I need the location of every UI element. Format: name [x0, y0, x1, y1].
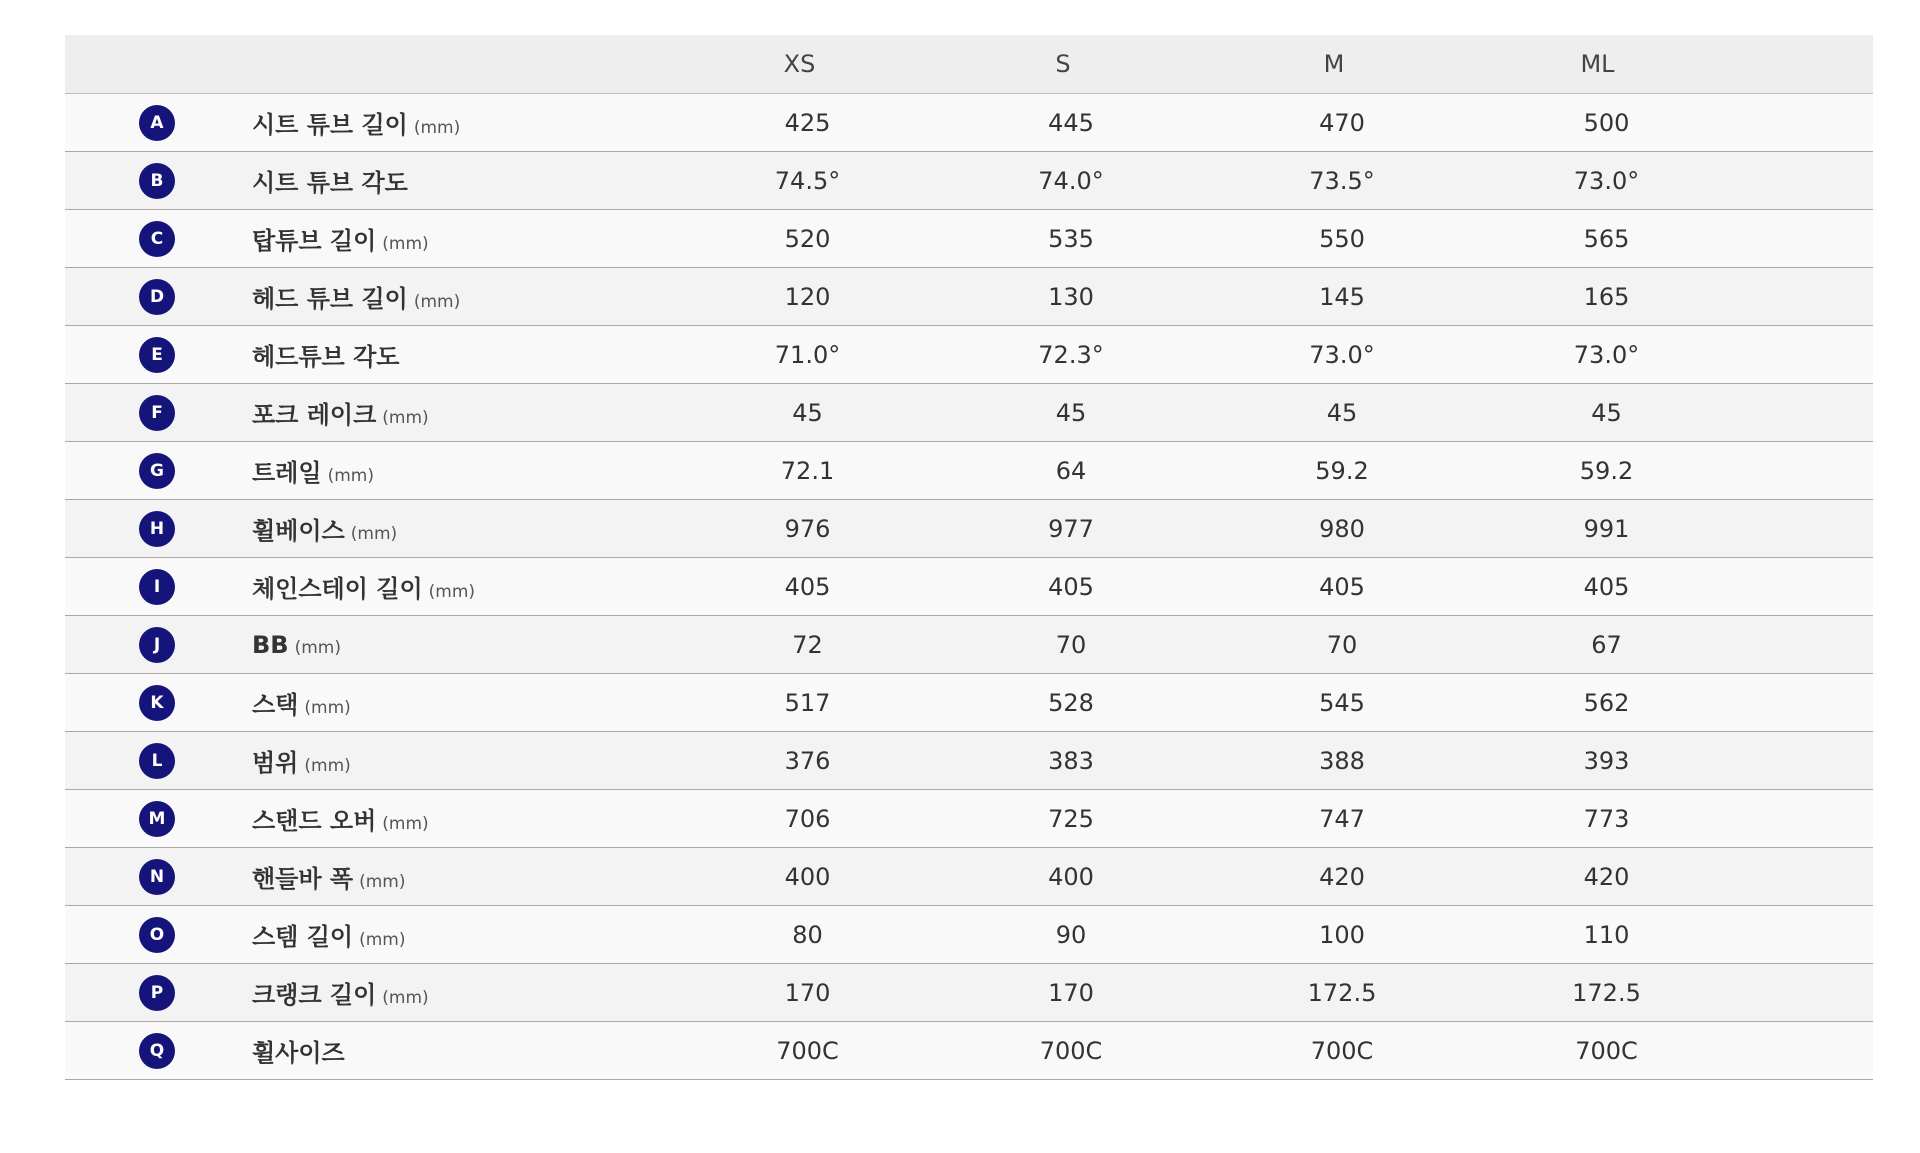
measurement-label: 스템 길이 — [252, 923, 354, 951]
measurement-unit: (mm) — [359, 872, 406, 892]
row-badge-cell — [65, 964, 164, 1022]
measurement-letter-badge: D — [139, 279, 175, 315]
row-label-cell — [155, 790, 675, 848]
size-header-s: S — [940, 35, 1202, 94]
value-s: 535 — [940, 210, 1202, 268]
value-xs: 405 — [675, 558, 940, 616]
value-ml: 700C — [1482, 1022, 1873, 1080]
row-label-cell — [155, 268, 675, 326]
value-ml: 73.0° — [1482, 326, 1873, 384]
header-blank-label — [155, 35, 675, 94]
measurement-label: 크랭크 길이 — [252, 981, 377, 1009]
measurement-unit: (mm) — [350, 524, 398, 544]
row-badge-cell — [65, 674, 164, 732]
value-ml: 565 — [1482, 210, 1873, 268]
measurement-unit: (mm) — [359, 930, 406, 950]
value-m: 45 — [1202, 384, 1482, 442]
measurement-letter-badge: J — [139, 627, 175, 663]
table-row — [65, 848, 1873, 906]
table-row — [65, 384, 1873, 442]
measurement-unit: (mm) — [304, 698, 351, 718]
measurement-label: 체인스테이 길이 — [252, 575, 423, 603]
value-xs: 71.0° — [675, 326, 940, 384]
value-s: 400 — [940, 848, 1202, 906]
measurement-unit: (mm) — [382, 234, 429, 254]
row-label-cell — [155, 674, 675, 732]
table-row — [65, 964, 1873, 1022]
measurement-unit: (mm) — [413, 292, 461, 312]
row-badge-cell — [65, 268, 165, 326]
value-xs: 120 — [675, 268, 940, 326]
table-row — [65, 906, 1873, 964]
value-s: 70 — [940, 616, 1202, 674]
row-label-cell — [155, 732, 675, 790]
header-blank-badge — [65, 35, 155, 94]
value-xs: 80 — [675, 906, 940, 964]
measurement-letter-badge: O — [139, 917, 175, 953]
measurement-letter-badge: F — [139, 395, 175, 431]
value-s: 725 — [940, 790, 1202, 848]
measurement-label: 헤드튜브 각도 — [252, 343, 400, 371]
value-xs: 45 — [675, 384, 940, 442]
row-label-cell — [155, 94, 675, 152]
table-body — [65, 94, 1873, 1080]
row-label-cell — [155, 906, 675, 964]
row-badge-cell — [65, 384, 163, 442]
row-label-cell — [155, 210, 675, 268]
value-m: 420 — [1202, 848, 1482, 906]
value-xs: 700C — [675, 1022, 940, 1080]
row-badge-cell — [65, 732, 163, 790]
row-badge-cell — [65, 906, 165, 964]
measurement-label: 시트 튜브 길이 — [252, 111, 408, 139]
measurement-label: 탑튜브 길이 — [252, 227, 377, 255]
row-label-cell — [155, 500, 675, 558]
value-s: 977 — [940, 500, 1202, 558]
value-m: 470 — [1202, 94, 1482, 152]
value-m: 405 — [1202, 558, 1482, 616]
value-m: 700C — [1202, 1022, 1482, 1080]
value-ml: 45 — [1482, 384, 1873, 442]
value-xs: 425 — [675, 94, 940, 152]
value-xs: 170 — [675, 964, 940, 1022]
measurement-label: BB — [252, 630, 289, 659]
value-ml: 110 — [1482, 906, 1873, 964]
row-badge-cell — [65, 152, 164, 210]
measurement-label: 헤드 튜브 길이 — [252, 285, 408, 313]
value-xs: 400 — [675, 848, 940, 906]
measurement-letter-badge: Q — [139, 1033, 175, 1069]
table-row — [65, 94, 1873, 152]
measurement-unit: (mm) — [413, 118, 461, 138]
value-m: 747 — [1202, 790, 1482, 848]
table-row — [65, 268, 1873, 326]
value-m: 550 — [1202, 210, 1482, 268]
measurement-letter-badge: P — [139, 975, 175, 1011]
measurement-unit: (mm) — [294, 637, 341, 658]
value-s: 383 — [940, 732, 1202, 790]
row-badge-cell — [65, 442, 164, 500]
row-label-cell — [155, 848, 675, 906]
measurement-label: 시트 튜브 각도 — [252, 169, 408, 197]
row-badge-cell — [65, 790, 166, 848]
value-s: 130 — [940, 268, 1202, 326]
row-badge-cell — [65, 1022, 165, 1080]
row-badge-cell — [65, 500, 165, 558]
value-s: 45 — [940, 384, 1202, 442]
measurement-unit: (mm) — [304, 756, 351, 776]
measurement-letter-badge: I — [139, 569, 175, 605]
size-header-ml: ML — [1482, 35, 1873, 94]
value-xs: 72 — [675, 616, 940, 674]
row-label-cell — [155, 616, 675, 674]
value-m: 73.0° — [1202, 326, 1482, 384]
value-m: 59.2 — [1202, 442, 1482, 500]
row-badge-cell — [65, 848, 165, 906]
value-ml: 405 — [1482, 558, 1873, 616]
measurement-unit: (mm) — [428, 582, 476, 602]
value-xs: 72.1 — [675, 442, 940, 500]
measurement-letter-badge: C — [139, 221, 175, 257]
table-row — [65, 152, 1873, 210]
row-label-cell — [155, 964, 675, 1022]
value-s: 700C — [940, 1022, 1202, 1080]
row-badge-cell — [65, 94, 164, 152]
value-m: 100 — [1202, 906, 1482, 964]
value-xs: 74.5° — [675, 152, 940, 210]
table-row — [65, 326, 1873, 384]
size-header-m: M — [1202, 35, 1482, 94]
measurement-label: 포크 레이크 — [252, 401, 377, 429]
measurement-unit: (mm) — [382, 408, 429, 428]
measurement-letter-badge: B — [139, 163, 175, 199]
measurement-unit: (mm) — [382, 988, 429, 1008]
value-s: 170 — [940, 964, 1202, 1022]
measurement-letter-badge: E — [139, 337, 175, 373]
row-badge-cell — [65, 558, 161, 616]
table-row — [65, 674, 1873, 732]
value-ml: 67 — [1482, 616, 1873, 674]
row-badge-cell — [65, 210, 164, 268]
value-xs: 976 — [675, 500, 940, 558]
value-xs: 517 — [675, 674, 940, 732]
value-ml: 59.2 — [1482, 442, 1873, 500]
header-row — [65, 35, 1873, 94]
measurement-label: 스택 — [252, 691, 299, 719]
value-m: 73.5° — [1202, 152, 1482, 210]
value-xs: 706 — [675, 790, 940, 848]
measurement-label: 휠사이즈 — [252, 1039, 345, 1067]
table-row — [65, 1022, 1873, 1080]
measurement-letter-badge: A — [139, 105, 175, 141]
table-row — [65, 500, 1873, 558]
row-badge-cell — [65, 326, 163, 384]
row-label-cell — [155, 558, 675, 616]
table-row — [65, 616, 1873, 674]
value-ml: 165 — [1482, 268, 1873, 326]
table-row — [65, 210, 1873, 268]
value-s: 72.3° — [940, 326, 1202, 384]
measurement-label: 범위 — [252, 749, 299, 777]
value-s: 405 — [940, 558, 1202, 616]
geometry-table — [65, 35, 1873, 1080]
value-s: 90 — [940, 906, 1202, 964]
value-s: 445 — [940, 94, 1202, 152]
value-s: 528 — [940, 674, 1202, 732]
value-xs: 520 — [675, 210, 940, 268]
value-s: 74.0° — [940, 152, 1202, 210]
row-label-cell — [155, 442, 675, 500]
value-ml: 773 — [1482, 790, 1873, 848]
measurement-letter-badge: K — [139, 685, 175, 721]
value-xs: 376 — [675, 732, 940, 790]
row-label-cell — [155, 326, 675, 384]
value-s: 64 — [940, 442, 1202, 500]
measurement-unit: (mm) — [327, 466, 374, 486]
measurement-label: 트레일 — [252, 459, 322, 487]
value-m: 70 — [1202, 616, 1482, 674]
value-ml: 172.5 — [1482, 964, 1873, 1022]
measurement-label: 휠베이스 — [252, 517, 345, 545]
measurement-letter-badge: G — [139, 453, 175, 489]
table-row — [65, 442, 1873, 500]
value-ml: 393 — [1482, 732, 1873, 790]
table-row — [65, 558, 1873, 616]
measurement-label: 스탠드 오버 — [252, 807, 377, 835]
value-ml: 420 — [1482, 848, 1873, 906]
table-header — [65, 35, 1873, 94]
table-row — [65, 732, 1873, 790]
size-header-xs: XS — [675, 35, 940, 94]
value-ml: 562 — [1482, 674, 1873, 732]
value-ml: 991 — [1482, 500, 1873, 558]
value-m: 172.5 — [1202, 964, 1482, 1022]
value-ml: 500 — [1482, 94, 1873, 152]
row-label-cell — [155, 1022, 675, 1080]
value-ml: 73.0° — [1482, 152, 1873, 210]
measurement-letter-badge: M — [139, 801, 175, 837]
measurement-letter-badge: H — [139, 511, 175, 547]
table-row — [65, 790, 1873, 848]
value-m: 980 — [1202, 500, 1482, 558]
measurement-label: 핸들바 폭 — [252, 865, 354, 893]
value-m: 145 — [1202, 268, 1482, 326]
measurement-unit: (mm) — [382, 814, 429, 834]
row-badge-cell — [65, 616, 161, 674]
row-label-cell — [155, 384, 675, 442]
measurement-letter-badge: L — [139, 743, 175, 779]
measurement-letter-badge: N — [139, 859, 175, 895]
value-m: 545 — [1202, 674, 1482, 732]
row-label-cell — [155, 152, 675, 210]
value-m: 388 — [1202, 732, 1482, 790]
